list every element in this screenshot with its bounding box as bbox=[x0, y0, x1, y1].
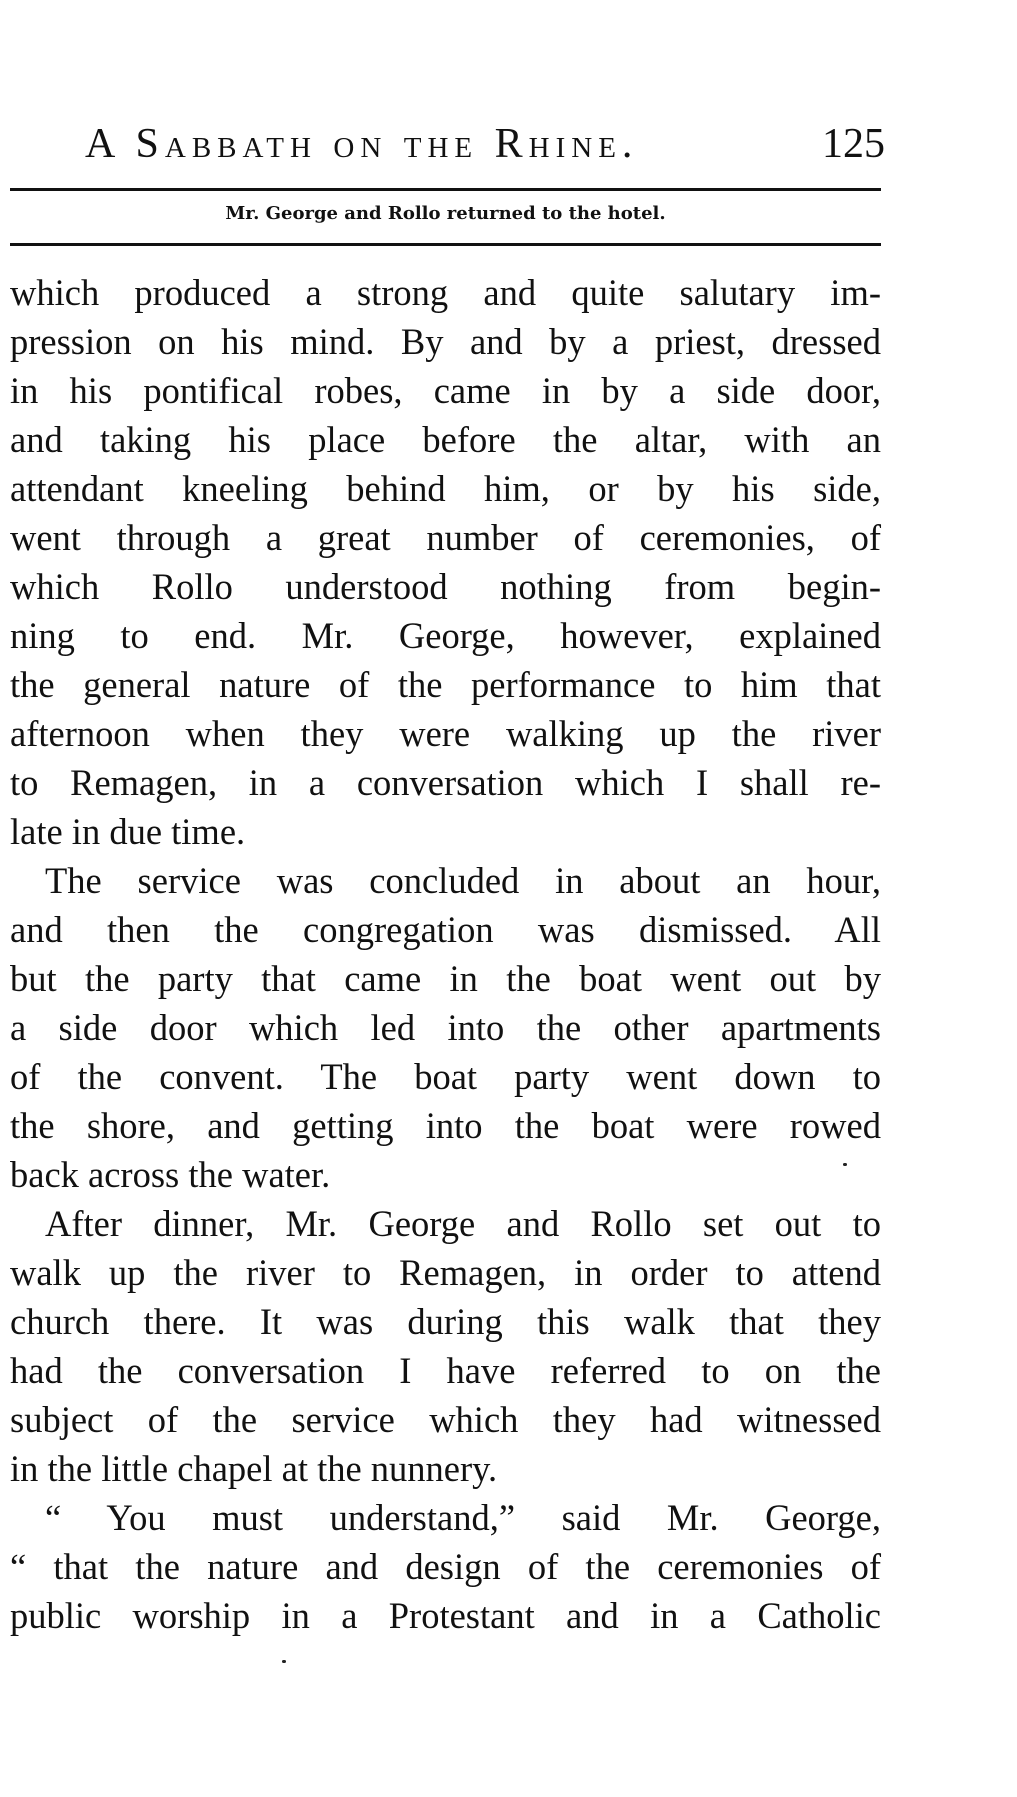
page-number: 125 bbox=[822, 121, 885, 167]
ink-speck bbox=[843, 1163, 847, 1166]
text-line: in his pontifical robes, came in by a side door, bbox=[10, 370, 881, 411]
text-line: the shore, and getting into the boat were rowed bbox=[10, 1105, 881, 1146]
chapter-subhead: Mr. George and Rollo returned to the hotel. bbox=[225, 203, 666, 224]
text-line: a side door which led into the other apartments bbox=[10, 1007, 881, 1048]
body-text bbox=[10, 268, 881, 1640]
text-line: to Remagen, in a conversation which I shall re- bbox=[10, 762, 881, 803]
text-line: had the conversation I have referred to on the bbox=[10, 1350, 881, 1391]
paragraph-2 bbox=[10, 856, 881, 1199]
text-line: subject of the service which they had witnessed bbox=[10, 1399, 881, 1440]
text-line: back across the water. bbox=[10, 1154, 331, 1195]
text-line: of the convent. The boat party went down to bbox=[10, 1056, 881, 1097]
text-line: pression on his mind. By and by a priest, dressed bbox=[10, 321, 881, 362]
text-line: After dinner, Mr. George and Rollo set out to bbox=[45, 1203, 881, 1244]
text-line: late in due time. bbox=[10, 811, 246, 852]
running-head bbox=[85, 120, 885, 180]
paragraph-4 bbox=[10, 1493, 881, 1640]
text-line: and then the congregation was dismissed. All bbox=[10, 909, 881, 950]
text-line: “ You must understand,” said Mr. George, bbox=[45, 1497, 881, 1538]
text-line: church there. It was during this walk that they bbox=[10, 1301, 881, 1342]
ink-speck bbox=[282, 1660, 286, 1663]
text-line: and taking his place before the altar, with an bbox=[10, 419, 881, 460]
text-line: went through a great number of ceremonies, of bbox=[10, 517, 881, 558]
text-line: afternoon when they were walking up the river bbox=[10, 713, 881, 754]
text-line: public worship in a Protestant and in a Catholic bbox=[10, 1595, 881, 1636]
text-line: The service was concluded in about an hour, bbox=[45, 860, 881, 901]
paragraph-1 bbox=[10, 268, 881, 856]
running-head-title: A Sabbath on the Rhine. bbox=[85, 121, 639, 167]
text-line: attendant kneeling behind him, or by his side, bbox=[10, 468, 881, 509]
text-line: in the little chapel at the nunnery. bbox=[10, 1448, 498, 1489]
text-line: which Rollo understood nothing from begin- bbox=[10, 566, 881, 607]
header-rule-top bbox=[10, 188, 881, 191]
paragraph-3 bbox=[10, 1199, 881, 1493]
text-line: “ that the nature and design of the ceremonies of bbox=[10, 1546, 881, 1587]
header-rule-bottom bbox=[10, 243, 881, 246]
text-line: which produced a strong and quite salutary im- bbox=[10, 272, 881, 313]
text-line: but the party that came in the boat went out by bbox=[10, 958, 881, 999]
text-line: ning to end. Mr. George, however, explained bbox=[10, 615, 881, 656]
text-line: the general nature of the performance to him that bbox=[10, 664, 881, 705]
text-line: walk up the river to Remagen, in order to attend bbox=[10, 1252, 881, 1293]
